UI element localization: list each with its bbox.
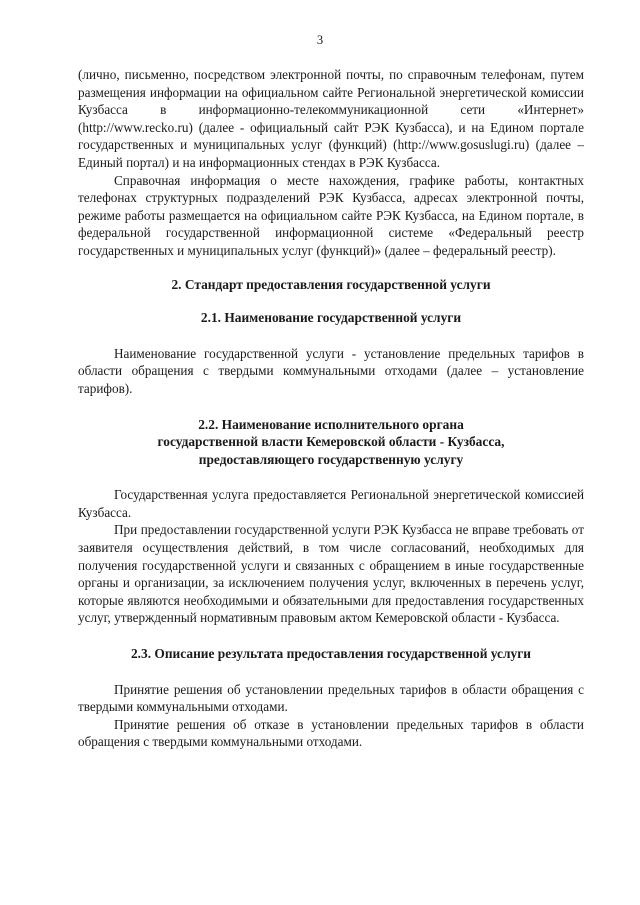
paragraph-contact-methods: (лично, письменно, посредством электронной почты, по справочным телефонам, путем размещения информации на официальном сайте Региональной энергетической комиссии Кузбасса в информационно-телекоммуникационной сети «Интернет» (http://www.recko.ru) (далее - официальный сайт РЭК Кузбасса), и на Едином портале государственных и муниципальных услуг (функций) (http://www.gosuslugi.ru) (далее – Единый портал) и на информационных стендах в РЭК Кузбасса. — [78, 67, 584, 170]
paragraph-requirements: При предоставлении государственной услуги РЭК Кузбасса не вправе требовать от заявителя осуществления действий, в том числе согласований, необходимых для получения государственной услуги и связанных с обращением в иные государственные органы и организации, за исключением получения услуг, включенных в перечень услуг, которые являются необходимыми и обязательными для предоставления государственных услуг, утвержденный нормативным правовым актом Кемеровской области - Кузбасса. — [78, 522, 584, 626]
paragraph-result-refusal: Принятие решения об отказе в установлении предельных тарифов в области обращения с твердыми коммунальными отходами. — [78, 716, 584, 750]
heading-2-2-line-2: государственной власти Кемеровской области - Кузбасса, — [157, 434, 505, 450]
paragraph-provider: Государственная услуга предоставляется Региональной энергетической комиссией Кузбасса. — [78, 487, 584, 520]
paragraph-reference-info: Справочная информация о месте нахождения, графике работы, контактных телефонах структурных подразделений РЭК Кузбасса, адресах электронной почты, режиме работы размещается на официальном сайте РЭК Кузбасса, на Едином портале, в федеральной государственной информационной системе «Федеральный реестр государственных и муниципальных услуг (функций)» (далее – федеральный реестр). — [78, 172, 584, 258]
document-body — [78, 66, 584, 751]
heading-2-2-line-3: предоставляющего государственную услугу — [198, 451, 464, 467]
heading-section-2: 2. Стандарт предоставления государственной услуги — [171, 276, 491, 292]
heading-2-1: 2.1. Наименование государственной услуги — [200, 310, 462, 326]
page-number: 3 — [316, 33, 324, 47]
paragraph-service-name: Наименование государственной услуги - установление предельных тарифов в области обращения с твердыми коммунальными отходами (далее – установление тарифов). — [78, 345, 584, 396]
paragraph-result-approval: Принятие решения об установлении предельных тарифов в области обращения с твердыми коммунальными отходами. — [78, 681, 584, 715]
heading-2-3: 2.3. Описание результата предоставления государственной услуги — [130, 646, 532, 662]
heading-2-2-line-1: 2.2. Наименование исполнительного органа — [198, 416, 464, 432]
